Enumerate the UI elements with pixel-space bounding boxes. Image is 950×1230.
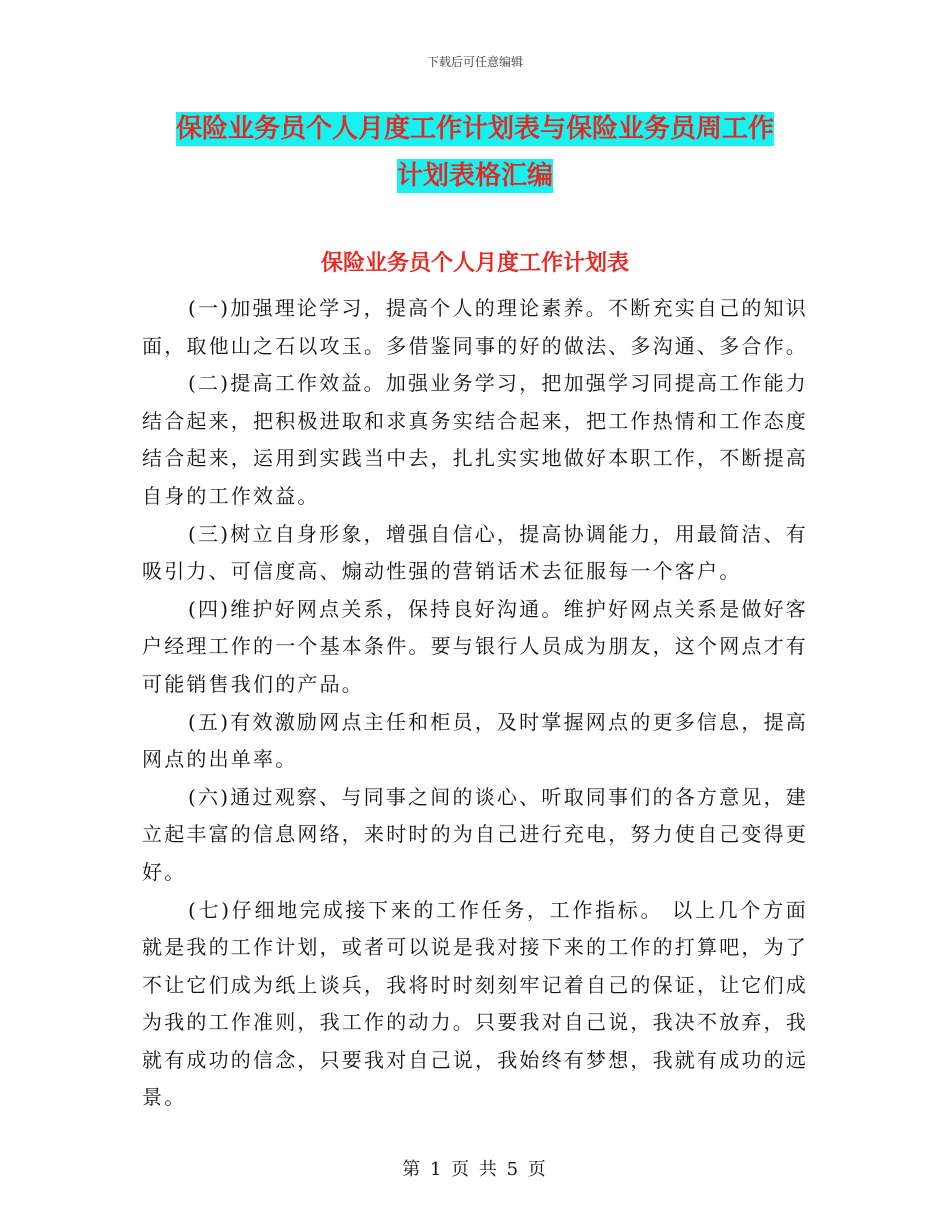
paragraph-3: (三)树立自身形象，增强自信心，提高协调能力，用最简洁、有吸引力、可信度高、煽动性强的营销话术去征服每一个客户。 [142, 521, 808, 584]
title-line-2: 计划表格汇编 [396, 161, 553, 191]
paragraph-2: (二)提高工作效益。加强业务学习，把加强学习同提高工作能力结合起来，把积极进取和求真务实结合起来，把工作热情和工作态度结合起来，运用到实践当中去，扎扎实实地做好本职工作，不断提高自身的工作效益。 [142, 371, 808, 508]
body-text [142, 290, 808, 1117]
paragraph-6: (六)通过观察、与同事之间的谈心、听取同事们的各方意见，建立起丰富的信息网络，来时时的为自己进行充电，努力使自己变得更好。 [142, 784, 808, 884]
paragraph-7: (七)仔细地完成接下来的工作任务，工作指标。 以上几个方面就是我的工作计划，或者可以说是我对接下来的工作的打算吧，为了不让它们成为纸上谈兵，我将时时刻刻牢记着自己的保证，让它们成为我的工作准则，我工作的动力。只要我对自己说，我决不放弃，我就有成功的信念，只要我对自己说，我始终有梦想，我就有成功的远景。 [142, 897, 808, 1110]
paragraph-5: (五)有效激励网点主任和柜员，及时掌握网点的更多信息，提高网点的出单率。 [142, 709, 808, 772]
paragraph-1: (一)加强理论学习，提高个人的理论素养。不断充实自己的知识面，取他山之石以攻玉。多借鉴同事的好的做法、多沟通、多合作。 [142, 296, 808, 358]
paragraph-4: (四)维护好网点关系，保持良好沟通。维护好网点关系是做好客户经理工作的一个基本条件。要与银行人员成为朋友，这个网点才有可能销售我们的产品。 [142, 596, 808, 696]
section-title: 保险业务员个人月度工作计划表 [320, 251, 629, 276]
page-footer: 第 1 页 共 5 页 [402, 1159, 548, 1180]
header-note: 下载后可任意编辑 [426, 55, 523, 69]
document-title [130, 106, 820, 200]
title-line-1: 保险业务员个人月度工作计划表与保险业务员周工作 [175, 114, 774, 144]
